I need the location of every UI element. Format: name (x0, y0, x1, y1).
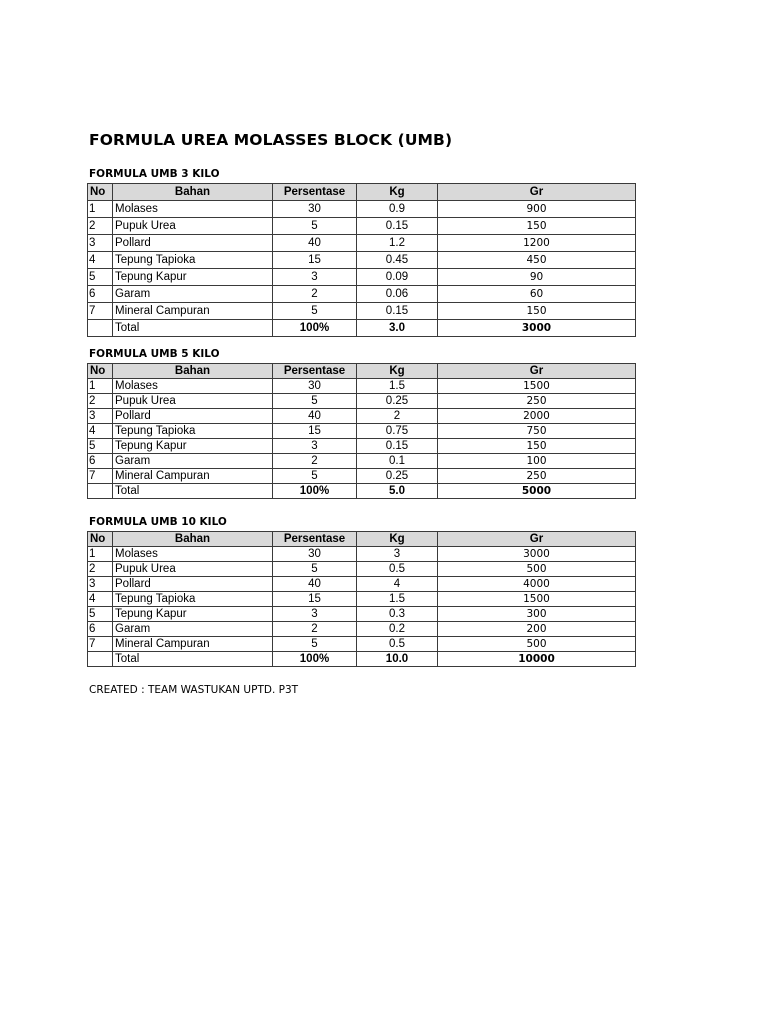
cell-kg: 0.09 (357, 269, 438, 286)
cell-kg: 0.75 (357, 424, 438, 439)
formula-table (87, 363, 636, 499)
table-row (88, 424, 636, 439)
header-gr: Gr (438, 364, 636, 379)
cell-no: 3 (88, 577, 113, 592)
header-gr: Gr (438, 184, 636, 201)
total-label: Total (113, 320, 273, 337)
cell-persentase: 5 (273, 637, 357, 652)
cell-no: 6 (88, 286, 113, 303)
cell-kg: 1.2 (357, 235, 438, 252)
cell-no: 4 (88, 592, 113, 607)
cell-persentase: 30 (273, 379, 357, 394)
total-gr: 3000 (438, 320, 636, 337)
cell-no: 3 (88, 409, 113, 424)
section-title: FORMULA UMB 5 KILO (89, 348, 220, 360)
cell-persentase: 15 (273, 424, 357, 439)
cell-gr: 1200 (438, 235, 636, 252)
table-row (88, 379, 636, 394)
cell-no: 5 (88, 439, 113, 454)
cell-bahan: Garam (113, 286, 273, 303)
cell-kg: 1.5 (357, 592, 438, 607)
cell-gr: 3000 (438, 547, 636, 562)
total-label: Total (113, 484, 273, 499)
cell-gr: 2000 (438, 409, 636, 424)
cell-persentase: 2 (273, 622, 357, 637)
cell-bahan: Mineral Campuran (113, 637, 273, 652)
cell-bahan: Tepung Kapur (113, 439, 273, 454)
cell-gr: 500 (438, 562, 636, 577)
cell-bahan: Pupuk Urea (113, 394, 273, 409)
cell-kg: 0.15 (357, 303, 438, 320)
total-label: Total (113, 652, 273, 667)
cell-bahan: Molases (113, 379, 273, 394)
cell-no: 4 (88, 252, 113, 269)
header-no: No (88, 184, 113, 201)
table-row (88, 218, 636, 235)
cell-bahan: Tepung Kapur (113, 269, 273, 286)
header-bahan: Bahan (113, 532, 273, 547)
cell-kg: 0.1 (357, 454, 438, 469)
cell-persentase: 3 (273, 269, 357, 286)
cell-gr: 100 (438, 454, 636, 469)
cell-gr: 250 (438, 394, 636, 409)
table-row (88, 286, 636, 303)
cell-bahan: Tepung Tapioka (113, 592, 273, 607)
cell-kg: 0.9 (357, 201, 438, 218)
cell-no: 7 (88, 303, 113, 320)
cell-persentase: 5 (273, 469, 357, 484)
header-persentase: Persentase (273, 532, 357, 547)
cell-gr: 200 (438, 622, 636, 637)
cell-persentase: 3 (273, 607, 357, 622)
cell-bahan: Pupuk Urea (113, 562, 273, 577)
total-gr: 10000 (438, 652, 636, 667)
cell-no-empty (88, 484, 113, 499)
section-umb-3-kilo (87, 168, 635, 337)
formula-table (87, 183, 636, 337)
header-gr: Gr (438, 532, 636, 547)
cell-bahan: Tepung Kapur (113, 607, 273, 622)
total-persentase: 100% (273, 652, 357, 667)
cell-gr: 900 (438, 201, 636, 218)
header-persentase: Persentase (273, 364, 357, 379)
cell-bahan: Pollard (113, 235, 273, 252)
cell-bahan: Tepung Tapioka (113, 252, 273, 269)
table-row (88, 269, 636, 286)
cell-bahan: Pollard (113, 577, 273, 592)
cell-bahan: Molases (113, 201, 273, 218)
cell-persentase: 5 (273, 562, 357, 577)
table-row (88, 409, 636, 424)
cell-no-empty (88, 320, 113, 337)
cell-persentase: 30 (273, 201, 357, 218)
cell-gr: 500 (438, 637, 636, 652)
table-row (88, 577, 636, 592)
header-kg: Kg (357, 364, 438, 379)
cell-bahan: Garam (113, 454, 273, 469)
cell-no: 2 (88, 218, 113, 235)
cell-gr: 150 (438, 439, 636, 454)
table-row (88, 252, 636, 269)
table-row (88, 394, 636, 409)
cell-no: 1 (88, 379, 113, 394)
header-bahan: Bahan (113, 184, 273, 201)
cell-kg: 1.5 (357, 379, 438, 394)
cell-no: 7 (88, 637, 113, 652)
cell-bahan: Mineral Campuran (113, 303, 273, 320)
total-kg: 5.0 (357, 484, 438, 499)
table-row (88, 439, 636, 454)
cell-gr: 750 (438, 424, 636, 439)
total-kg: 3.0 (357, 320, 438, 337)
table-header-row (88, 532, 636, 547)
section-umb-5-kilo (87, 348, 635, 499)
cell-kg: 2 (357, 409, 438, 424)
cell-persentase: 2 (273, 454, 357, 469)
cell-gr: 4000 (438, 577, 636, 592)
table-row (88, 469, 636, 484)
cell-gr: 450 (438, 252, 636, 269)
cell-kg: 0.2 (357, 622, 438, 637)
cell-persentase: 2 (273, 286, 357, 303)
cell-persentase: 5 (273, 394, 357, 409)
cell-kg: 0.5 (357, 562, 438, 577)
cell-kg: 4 (357, 577, 438, 592)
cell-no: 2 (88, 562, 113, 577)
cell-no: 1 (88, 547, 113, 562)
cell-persentase: 5 (273, 303, 357, 320)
cell-persentase: 15 (273, 252, 357, 269)
table-row (88, 562, 636, 577)
cell-kg: 0.5 (357, 637, 438, 652)
cell-persentase: 40 (273, 409, 357, 424)
header-no: No (88, 364, 113, 379)
cell-gr: 90 (438, 269, 636, 286)
cell-kg: 0.25 (357, 469, 438, 484)
cell-kg: 0.25 (357, 394, 438, 409)
cell-gr: 300 (438, 607, 636, 622)
cell-bahan: Garam (113, 622, 273, 637)
total-gr: 5000 (438, 484, 636, 499)
total-kg: 10.0 (357, 652, 438, 667)
cell-gr: 60 (438, 286, 636, 303)
table-row (88, 547, 636, 562)
section-title: FORMULA UMB 10 KILO (89, 516, 227, 528)
cell-bahan: Pupuk Urea (113, 218, 273, 235)
cell-bahan: Mineral Campuran (113, 469, 273, 484)
section-title: FORMULA UMB 3 KILO (89, 168, 220, 180)
cell-kg: 0.45 (357, 252, 438, 269)
total-row (88, 484, 636, 499)
table-row (88, 607, 636, 622)
header-persentase: Persentase (273, 184, 357, 201)
cell-no: 6 (88, 622, 113, 637)
cell-bahan: Molases (113, 547, 273, 562)
document-title: FORMULA UREA MOLASSES BLOCK (UMB) (89, 131, 453, 149)
cell-kg: 0.3 (357, 607, 438, 622)
cell-gr: 150 (438, 218, 636, 235)
cell-persentase: 5 (273, 218, 357, 235)
table-row (88, 622, 636, 637)
cell-kg: 0.15 (357, 218, 438, 235)
section-umb-10-kilo (87, 516, 635, 667)
cell-kg: 3 (357, 547, 438, 562)
table-row (88, 637, 636, 652)
cell-no: 1 (88, 201, 113, 218)
cell-no: 7 (88, 469, 113, 484)
total-persentase: 100% (273, 484, 357, 499)
table-row (88, 235, 636, 252)
table-row (88, 303, 636, 320)
cell-gr: 150 (438, 303, 636, 320)
total-row (88, 320, 636, 337)
cell-kg: 0.06 (357, 286, 438, 303)
cell-gr: 1500 (438, 379, 636, 394)
cell-persentase: 30 (273, 547, 357, 562)
total-row (88, 652, 636, 667)
cell-no: 5 (88, 269, 113, 286)
table-row (88, 201, 636, 218)
header-kg: Kg (357, 184, 438, 201)
cell-bahan: Pollard (113, 409, 273, 424)
cell-no: 4 (88, 424, 113, 439)
cell-no: 2 (88, 394, 113, 409)
total-persentase: 100% (273, 320, 357, 337)
cell-no: 6 (88, 454, 113, 469)
cell-persentase: 40 (273, 577, 357, 592)
table-header-row (88, 364, 636, 379)
table-row (88, 592, 636, 607)
cell-gr: 250 (438, 469, 636, 484)
cell-no: 3 (88, 235, 113, 252)
formula-table (87, 531, 636, 667)
cell-persentase: 3 (273, 439, 357, 454)
cell-no: 5 (88, 607, 113, 622)
cell-no-empty (88, 652, 113, 667)
footer-credit: CREATED : TEAM WASTUKAN UPTD. P3T (89, 684, 299, 696)
header-bahan: Bahan (113, 364, 273, 379)
cell-kg: 0.15 (357, 439, 438, 454)
cell-persentase: 40 (273, 235, 357, 252)
table-row (88, 454, 636, 469)
cell-persentase: 15 (273, 592, 357, 607)
cell-gr: 1500 (438, 592, 636, 607)
header-no: No (88, 532, 113, 547)
cell-bahan: Tepung Tapioka (113, 424, 273, 439)
table-header-row (88, 184, 636, 201)
header-kg: Kg (357, 532, 438, 547)
